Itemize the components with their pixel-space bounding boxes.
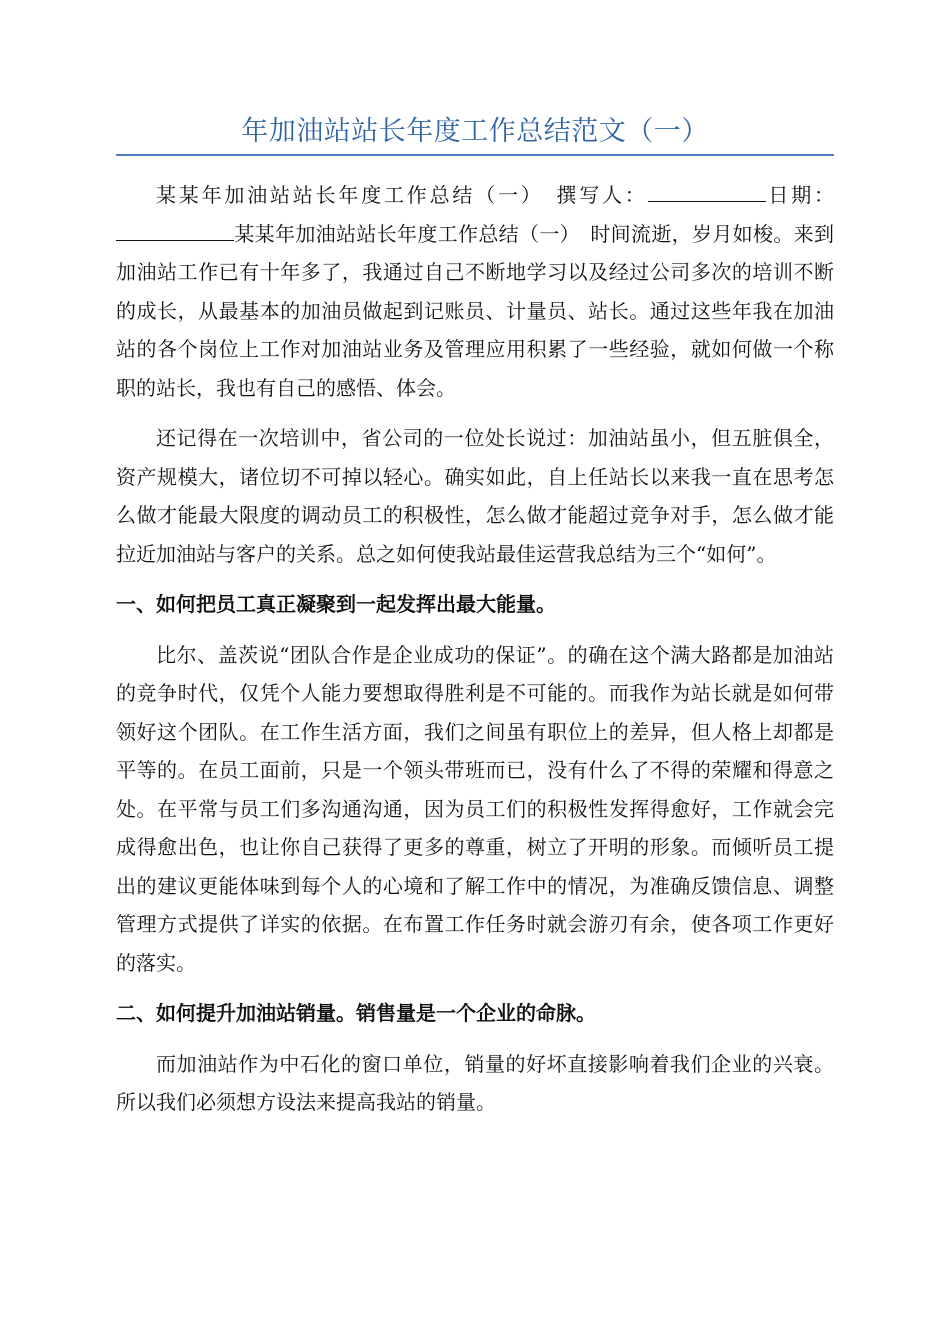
author-blank-field: [648, 181, 766, 202]
date-blank-field: [116, 220, 234, 241]
paragraph-2: 还记得在一次培训中，省公司的一位处长说过：加油站虽小，但五脏俱全，资产规模大，诸位切不可掉以轻心。确实如此，自上任站长以来我一直在思考怎么做才能最大限度的调动员工的积极性，怎么做才能超过竞争对手，怎么做才能拉近加油站与客户的关系。总之如何使我站最佳运营我总结为三个“如何”。: [116, 426, 834, 566]
document-body: [116, 176, 834, 1122]
paragraph-3: 比尔、盖茨说“团队合作是企业成功的保证”。的确在这个满大路都是加油站的竞争时代，仅凭个人能力要想取得胜利是不可能的。而我作为站长就是如何带领好这个团队。在工作生活方面，我们之间虽有职位上的差异，但人格上却都是平等的。在员工面前，只是一个领头带班而已，没有什么了不得的荣耀和得意之处。在平常与员工们多沟通沟通，因为员工们的积极性发挥得愈好，工作就会完成得愈出色，也让你自己获得了更多的尊重，树立了开明的形象。而倾听员工提出的建议更能体味到每个人的心境和了解工作中的情况，为准确反馈信息、调整管理方式提供了详实的依据。在布置工作任务时就会游刃有余，使各项工作更好的落实。: [116, 642, 834, 975]
intro-lead: 某某年加油站站长年度工作总结（一） 撰写人：: [156, 183, 648, 207]
title-underline: [116, 154, 834, 156]
document-title: 年加油站站长年度工作总结范文（一）: [241, 116, 709, 147]
date-label: 日期：: [765, 183, 835, 207]
section-heading-1: 一、如何把员工真正凝聚到一起发挥出最大能量。: [116, 592, 556, 616]
intro-rest: 某某年加油站站长年度工作总结（一） 时间流逝，岁月如梭。来到加油站工作已有十年多了，我通过自己不断地学习以及经过公司多次的培训不断的成长，从最基本的加油员做起到记账员、计量员、站长。通过这些年我在加油站的各个岗位上工作对加油站业务及管理应用积累了一些经验，就如何做一个称职的站长，我也有自己的感悟、体会。: [116, 221, 834, 400]
paragraph-4: 而加油站作为中石化的窗口单位，销量的好坏直接影响着我们企业的兴衰。所以我们必须想方设法来提高我站的销量。: [116, 1051, 834, 1114]
section-heading-2: 二、如何提升加油站销量。销售量是一个企业的命脉。: [116, 1001, 596, 1025]
intro-paragraph: [116, 176, 834, 407]
